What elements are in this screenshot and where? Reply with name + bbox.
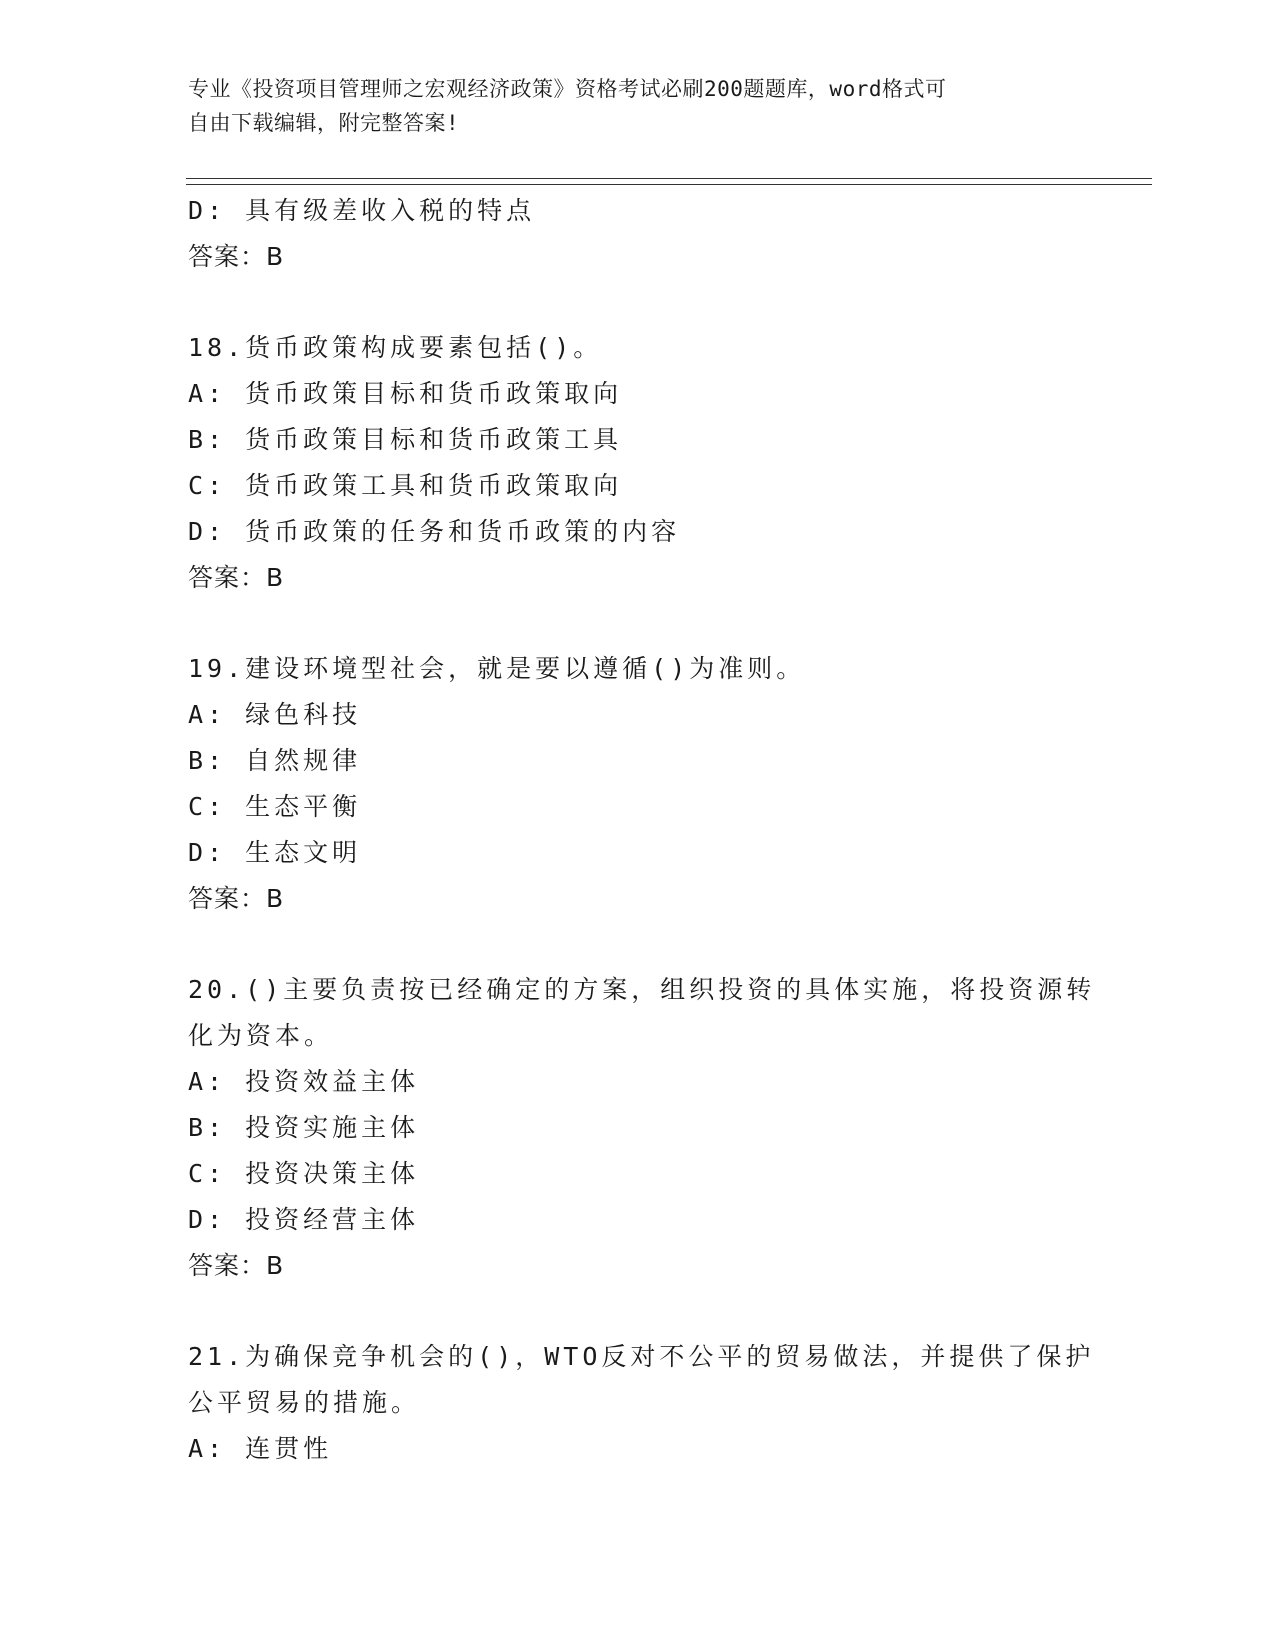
header-line-2: 自由下载编辑，附完整答案! bbox=[188, 111, 460, 135]
option-c: C: 生态平衡 bbox=[188, 792, 362, 821]
option-a: A: 货币政策目标和货币政策取向 bbox=[188, 379, 623, 408]
question-stem: 21.为确保竞争机会的()，WTO反对不公平的贸易做法，并提供了保护 bbox=[188, 1342, 1095, 1371]
question-list bbox=[188, 188, 1096, 1472]
document-header bbox=[188, 72, 1068, 140]
option-b: B: 货币政策目标和货币政策工具 bbox=[188, 425, 623, 454]
spacer bbox=[188, 280, 1088, 325]
question-20 bbox=[188, 967, 1096, 1289]
option-b: B: 自然规律 bbox=[188, 746, 362, 775]
answer: 答案：B bbox=[188, 1251, 285, 1280]
prev-option-d: D: 具有级差收入税的特点 bbox=[188, 196, 536, 225]
answer: 答案：B bbox=[188, 563, 285, 592]
question-stem: 18.货币政策构成要素包括()。 bbox=[188, 333, 603, 362]
option-d: D: 货币政策的任务和货币政策的内容 bbox=[188, 517, 681, 546]
option-c: C: 货币政策工具和货币政策取向 bbox=[188, 471, 623, 500]
header-line-1: 专业《投资项目管理师之宏观经济政策》资格考试必刷200题题库，word格式可 bbox=[188, 77, 947, 101]
question-stem-continued: 化为资本。 bbox=[188, 1021, 334, 1050]
question-19 bbox=[188, 646, 1088, 922]
spacer bbox=[188, 1289, 1088, 1334]
header-divider-top bbox=[186, 178, 1152, 179]
option-b: B: 投资实施主体 bbox=[188, 1113, 420, 1142]
question-21 bbox=[188, 1334, 1095, 1472]
prev-answer: 答案：B bbox=[188, 242, 285, 271]
question-stem: 19.建设环境型社会，就是要以遵循()为准则。 bbox=[188, 654, 806, 683]
spacer bbox=[188, 601, 1088, 646]
answer: 答案：B bbox=[188, 884, 285, 913]
option-d: D: 生态文明 bbox=[188, 838, 362, 867]
spacer bbox=[188, 922, 1088, 967]
option-d: D: 投资经营主体 bbox=[188, 1205, 420, 1234]
question-stem: 20.()主要负责按已经确定的方案，组织投资的具体实施，将投资源转 bbox=[188, 975, 1096, 1004]
option-c: C: 投资决策主体 bbox=[188, 1159, 420, 1188]
option-a: A: 绿色科技 bbox=[188, 700, 362, 729]
question-stem-continued: 公平贸易的措施。 bbox=[188, 1388, 421, 1417]
option-a: A: 连贯性 bbox=[188, 1434, 333, 1463]
option-a: A: 投资效益主体 bbox=[188, 1067, 420, 1096]
header-divider-bottom bbox=[186, 184, 1152, 185]
question-18 bbox=[188, 325, 1088, 601]
